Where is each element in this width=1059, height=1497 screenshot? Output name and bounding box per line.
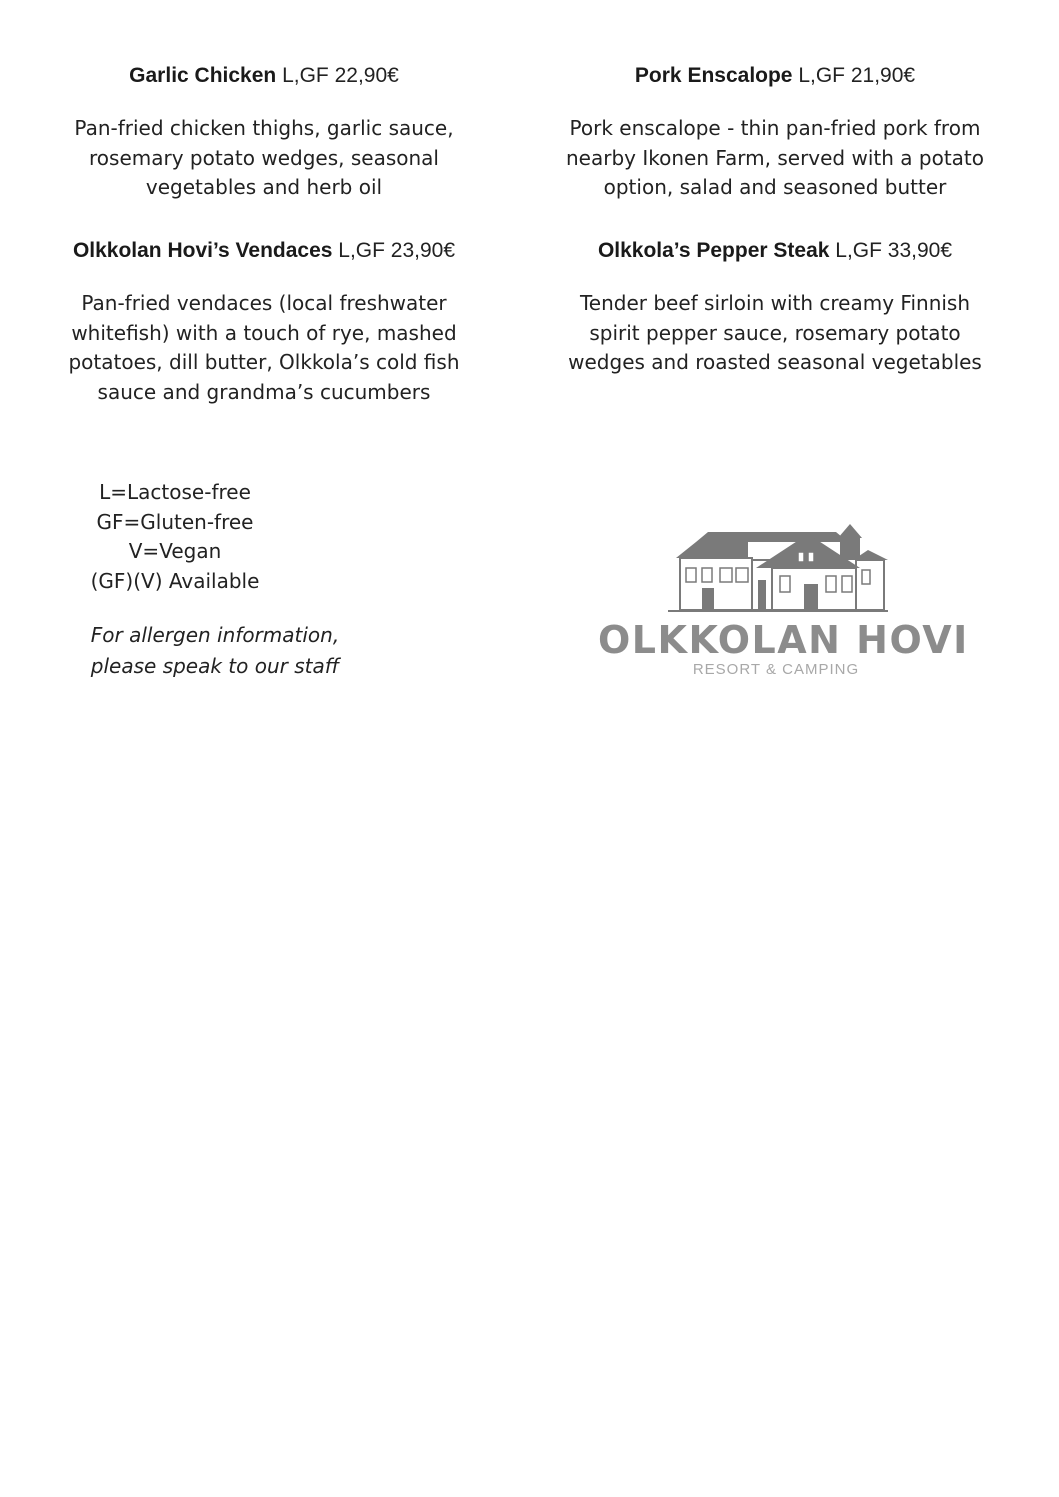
dish-title bbox=[39, 62, 489, 90]
dish-price: L,GF 23,90€ bbox=[338, 239, 456, 262]
dish-name: Pork Enscalope bbox=[634, 64, 793, 87]
logo-title: OLKKOLAN HOVI bbox=[598, 618, 969, 662]
dish-description: Pan-fried chicken thighs, garlic sauce, rosemary potato wedges, seasonal vegetables and herb oil bbox=[74, 116, 454, 199]
manor-house-icon bbox=[598, 520, 954, 620]
menu-item-vendaces bbox=[39, 237, 489, 407]
menu-item-pork-enscalope bbox=[550, 62, 1000, 203]
allergen-note bbox=[80, 620, 350, 682]
dish-price: L,GF 33,90€ bbox=[835, 239, 953, 262]
legend-available: (GF)(V) Available bbox=[90, 568, 260, 593]
diet-legend bbox=[60, 478, 290, 596]
dish-description: Tender beef sirloin with creamy Finnish spirit pepper sauce, rosemary potato wedges and roasted seasonal vegetables bbox=[568, 291, 982, 374]
menu-item-pepper-steak bbox=[550, 237, 1000, 378]
dish-name: Olkkola’s Pepper Steak bbox=[597, 239, 830, 262]
dish-title bbox=[39, 237, 489, 265]
dish-description: Pan-fried vendaces (local freshwater whitefish) with a touch of rye, mashed potatoes, dill butter, Olkkola’s cold fish sauce and grandma’s cucumbers bbox=[68, 291, 460, 404]
dish-title bbox=[550, 237, 1000, 265]
dish-title bbox=[550, 62, 1000, 90]
resort-logo bbox=[598, 520, 969, 695]
dish-name: Olkkolan Hovi’s Vendaces bbox=[72, 239, 333, 262]
allergen-note-line: For allergen information, bbox=[90, 623, 340, 647]
dish-description: Pork enscalope - thin pan-fried pork from nearby Ikonen Farm, served with a potato option, salad and seasoned butter bbox=[565, 116, 984, 199]
dish-name: Garlic Chicken bbox=[129, 64, 277, 87]
legend-vegan: V=Vegan bbox=[128, 539, 222, 563]
legend-gluten-free: GF=Gluten-free bbox=[96, 509, 254, 534]
menu-item-garlic-chicken bbox=[39, 62, 489, 203]
dish-price: L,GF 22,90€ bbox=[282, 64, 399, 87]
allergen-note-line: please speak to our staff bbox=[90, 654, 340, 678]
dish-price: L,GF 21,90€ bbox=[798, 64, 916, 87]
logo-subtitle: RESORT & CAMPING bbox=[692, 661, 860, 678]
legend-lactose-free: L=Lactose-free bbox=[99, 480, 251, 504]
